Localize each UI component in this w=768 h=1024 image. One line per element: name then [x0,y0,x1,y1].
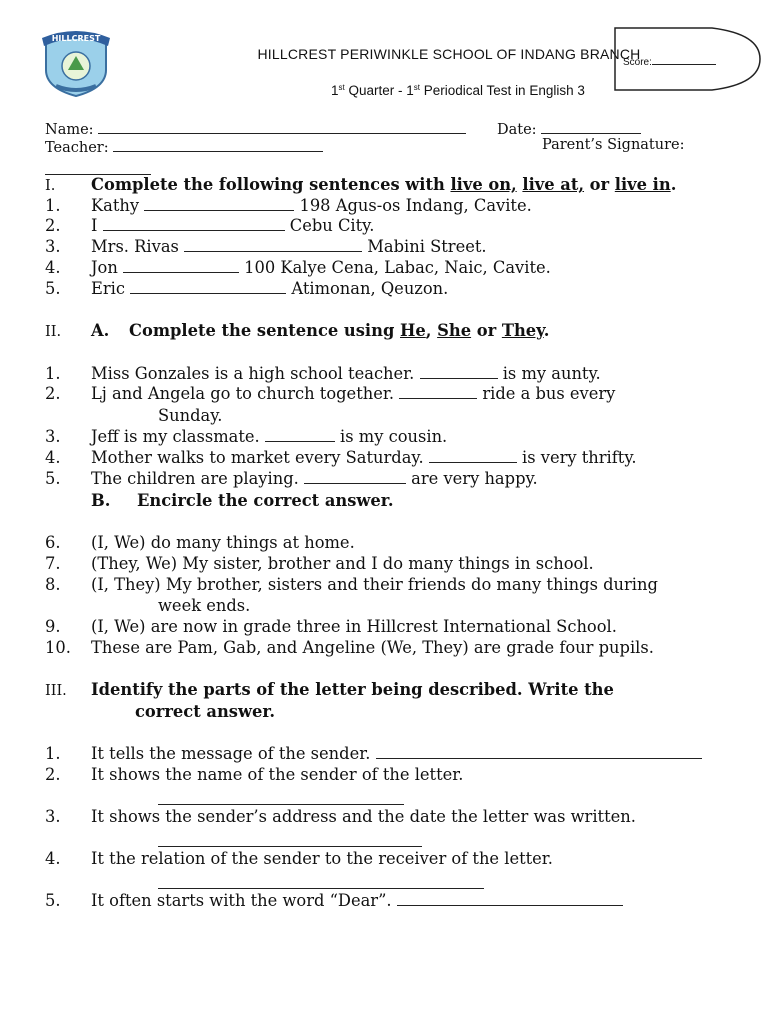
name-line[interactable] [98,119,466,134]
part3-instruction-1: Identify the parts of the letter being described. Write the [91,680,614,699]
part2b-item-8-cont: week ends. [158,596,251,615]
part3-num-4: 4. [45,849,61,868]
answer-blank[interactable] [130,279,286,294]
part1-instruction: Complete the following sentences with live on, live at, or live in. [91,175,677,194]
answer-blank[interactable] [103,216,285,231]
part3-num-1: 1. [45,744,61,763]
name-field: Name: [45,119,466,138]
part3-instruction-2: correct answer. [135,702,276,721]
part1-num-5: 5. [45,279,61,298]
answer-blank[interactable] [184,237,362,252]
part2-item-3: Jeff is my classmate. is my cousin. [91,427,448,446]
part2-num-3: 3. [45,427,61,446]
answer-blank[interactable] [144,196,294,211]
part2b-item-7: (They, We) My sister, brother and I do many things in school. [91,554,594,573]
part3-item-4: It the relation of the sender to the receiver of the letter. [91,849,553,868]
part1-roman: I. [45,178,56,194]
part3-num-3: 3. [45,807,61,826]
part1-num-4: 4. [45,258,61,277]
school-name: HILLCREST PERIWINKLE SCHOOL OF INDANG BRANCH [257,46,641,62]
part2-num-5: 5. [45,469,61,488]
part2-item-1: Miss Gonzales is a high school teacher. is my aunty. [91,364,601,383]
part2b-num-9: 9. [45,617,61,636]
part3-item-1: It tells the message of the sender. [91,744,702,764]
parent-signature-field: Parent’s Signature: [542,137,685,153]
part2b-item-9: (I, We) are now in grade three in Hillcrest International School. [91,617,617,636]
date-field: Date: [497,119,641,138]
teacher-field: Teacher: [45,137,323,156]
part2a-label: A. [91,321,110,340]
answer-blank[interactable] [397,891,623,906]
school-logo [38,26,114,98]
part1-num-1: 1. [45,196,61,215]
part3-item-3: It shows the sender’s address and the date the letter was written. [91,807,636,826]
score-label: Score: [623,55,716,68]
part1-num-3: 3. [45,237,61,256]
part3-num-5: 5. [45,891,61,910]
part2-item-2-cont: Sunday. [158,406,223,425]
part2-num-1: 1. [45,364,61,383]
part1-item-2: I Cebu City. [91,216,375,235]
part2b-item-6: (I, We) do many things at home. [91,533,355,552]
part2b-instruction: Encircle the correct answer. [137,491,394,510]
part2-item-2: Lj and Angela go to church together. ride a bus every [91,384,616,403]
svg-text:HILLCREST: HILLCREST [51,34,101,43]
part1-item-4: Jon 100 Kalye Cena, Labac, Naic, Cavite. [91,258,551,277]
part2b-item-10: These are Pam, Gab, and Angeline (We, They) are grade four pupils. [91,638,654,657]
part2-item-4: Mother walks to market every Saturday. is very thrifty. [91,448,637,467]
part3-roman: III. [45,683,67,699]
answer-blank[interactable] [265,427,335,442]
date-line[interactable] [541,119,641,134]
part2-roman: II. [45,324,62,340]
part1-item-5: Eric Atimonan, Qeuzon. [91,279,449,298]
part3-item-2: It shows the name of the sender of the letter. [91,765,464,784]
part2-num-4: 4. [45,448,61,467]
answer-blank[interactable] [399,384,477,399]
test-title: 1st Quarter - 1st Periodical Test in English 3 [331,83,585,98]
part1-item-1: Kathy 198 Agus-os Indang, Cavite. [91,196,532,215]
part2b-num-10: 10. [45,638,71,657]
part2b-item-8: (I, They) My brother, sisters and their friends do many things during [91,575,658,594]
answer-blank[interactable] [304,469,406,484]
answer-blank[interactable] [123,258,239,273]
answer-blank[interactable] [429,448,517,463]
teacher-line[interactable] [113,137,323,152]
answer-blank[interactable] [420,364,498,379]
answer-blank[interactable] [376,744,702,759]
part1-item-3: Mrs. Rivas Mabini Street. [91,237,487,256]
part3-item-5: It often starts with the word “Dear”. [91,891,623,911]
part2-num-2: 2. [45,384,61,403]
part2-item-5: The children are playing. are very happy. [91,469,538,488]
part3-num-2: 2. [45,765,61,784]
part2b-num-7: 7. [45,554,61,573]
part2b-label: B. [91,491,111,510]
part2b-num-6: 6. [45,533,61,552]
part2b-num-8: 8. [45,575,61,594]
part2a-instruction: Complete the sentence using He, She or They. [129,321,550,340]
part1-num-2: 2. [45,216,61,235]
